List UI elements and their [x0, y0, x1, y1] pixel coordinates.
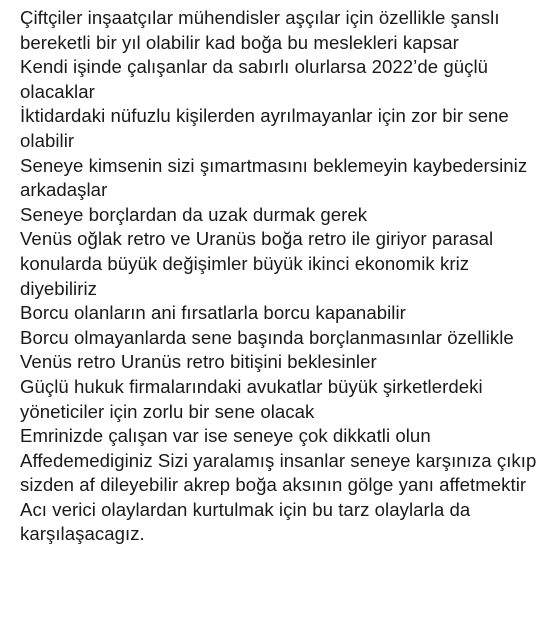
text-line: Venüs oğlak retro ve Uranüs boğa retro ile giriyor parasal [20, 228, 494, 250]
text-line: diyebiliriz [20, 277, 98, 299]
text-line: Seneye borçlardan da uzak durmak gerek [20, 203, 368, 225]
text-line: Kendi işinde çalışanlar da sabırlı olurlarsa 2022’de güçlü [20, 56, 489, 78]
text-line: Affedemediginiz Sizi yaralamış insanlar seneye karşınıza çıkıp [20, 449, 537, 471]
document-body [20, 6, 545, 547]
text-line: Çiftçiler inşaatçılar mühendisler aşçılar için özellikle şanslı [20, 7, 500, 28]
text-line: Güçlü hukuk firmalarındaki avukatlar büyük şirketlerdeki [20, 375, 483, 397]
text-line: Venüs retro Uranüs retro bitişini beklesinler [20, 351, 377, 373]
text-line: karşılaşacagız. [20, 523, 145, 545]
text-line: konularda büyük değişimler büyük ikinci ekonomik kriz [20, 252, 470, 274]
text-line: Borcu olanların ani fırsatlarla borcu kapanabilir [20, 302, 406, 324]
text-line: sizden af dileyebilir akrep boğa aksının gölge yanı affetmektir [20, 474, 527, 496]
text-line: Borcu olmayanlarda sene başında borçlanmasınlar özellikle [20, 326, 514, 348]
text-line: olabilir [20, 129, 75, 151]
text-line: İktidardaki nüfuzlu kişilerden ayrılmayanlar için zor bir sene [20, 105, 509, 127]
text-line: yöneticiler için zorlu bir sene olacak [20, 400, 315, 422]
text-line: Emrinizde çalışan var ise seneye çok dikkatli olun [20, 425, 431, 447]
text-line: arkadaşlar [20, 179, 108, 201]
text-line: bereketli bir yıl olabilir kad boğa bu meslekleri kapsar [20, 31, 459, 53]
text-line: Seneye kimsenin sizi şımartmasını beklemeyin kaybedersiniz [20, 154, 528, 176]
text-line: olacaklar [20, 80, 95, 102]
text-line: Acı verici olaylardan kurtulmak için bu tarz olaylarla da [20, 498, 471, 520]
